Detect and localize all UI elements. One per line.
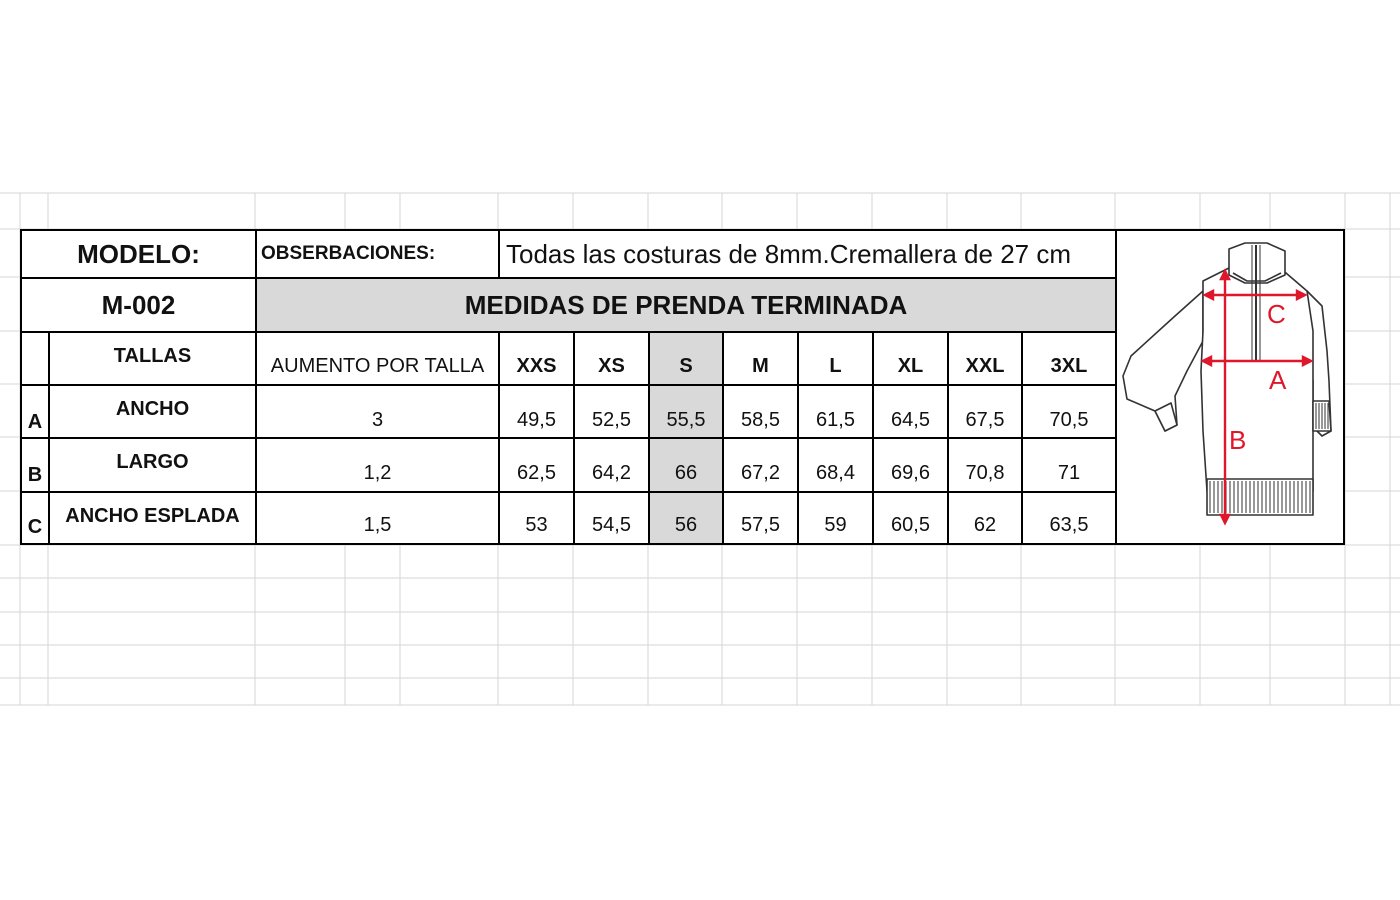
value-cell: 70,8 — [947, 437, 1021, 491]
value-cell: 60,5 — [872, 491, 947, 545]
value-cell: 64,5 — [872, 384, 947, 438]
section-title: MEDIDAS DE PRENDA TERMINADA — [255, 277, 1115, 331]
size-header-s: S — [648, 331, 722, 384]
value-cell: 62,5 — [498, 437, 573, 491]
row-aumento: 1,5 — [255, 491, 498, 545]
row-name: ANCHO ESPLADA — [48, 491, 255, 545]
size-header-l: L — [797, 331, 872, 384]
value-cell: 59 — [797, 491, 872, 545]
value-cell: 68,4 — [797, 437, 872, 491]
value-cell: 69,6 — [872, 437, 947, 491]
value-cell: 55,5 — [648, 384, 722, 438]
size-header-xs: XS — [573, 331, 648, 384]
value-cell: 67,5 — [947, 384, 1021, 438]
value-cell: 58,5 — [722, 384, 797, 438]
value-cell: 66 — [648, 437, 722, 491]
value-cell: 52,5 — [573, 384, 648, 438]
label-a: A — [1269, 365, 1287, 395]
size-header-xxl: XXL — [947, 331, 1021, 384]
value-cell: 67,2 — [722, 437, 797, 491]
value-cell: 54,5 — [573, 491, 648, 545]
size-header-m: M — [722, 331, 797, 384]
observaciones-label: OBSERBACIONES: — [255, 229, 498, 277]
aumento-label: AUMENTO POR TALLA — [255, 331, 498, 384]
value-cell: 64,2 — [573, 437, 648, 491]
tallas-label: TALLAS — [48, 331, 255, 384]
value-cell: 70,5 — [1021, 384, 1115, 438]
label-b: B — [1229, 425, 1247, 455]
value-cell: 63,5 — [1021, 491, 1115, 545]
value-cell: 56 — [648, 491, 722, 545]
size-header-3xl: 3XL — [1021, 331, 1115, 384]
code-header-empty — [20, 331, 48, 384]
value-cell: 49,5 — [498, 384, 573, 438]
label-c: C — [1267, 299, 1286, 329]
size-header-xl: XL — [872, 331, 947, 384]
value-cell: 62 — [947, 491, 1021, 545]
modelo-value: M-002 — [20, 277, 255, 331]
garment-diagram-panel — [1115, 229, 1345, 545]
size-header-xxs: XXS — [498, 331, 573, 384]
row-code: C — [20, 491, 48, 545]
row-code: A — [20, 384, 48, 438]
row-name: ANCHO — [48, 384, 255, 438]
row-name: LARGO — [48, 437, 255, 491]
row-aumento: 1,2 — [255, 437, 498, 491]
modelo-label: MODELO: — [20, 229, 255, 277]
observaciones-text: Todas las costuras de 8mm.Cremallera de 27 cm — [498, 229, 1115, 277]
zip-neck-sweater-icon — [1117, 231, 1343, 543]
row-aumento: 3 — [255, 384, 498, 438]
row-code: B — [20, 437, 48, 491]
value-cell: 71 — [1021, 437, 1115, 491]
value-cell: 57,5 — [722, 491, 797, 545]
value-cell: 61,5 — [797, 384, 872, 438]
value-cell: 53 — [498, 491, 573, 545]
